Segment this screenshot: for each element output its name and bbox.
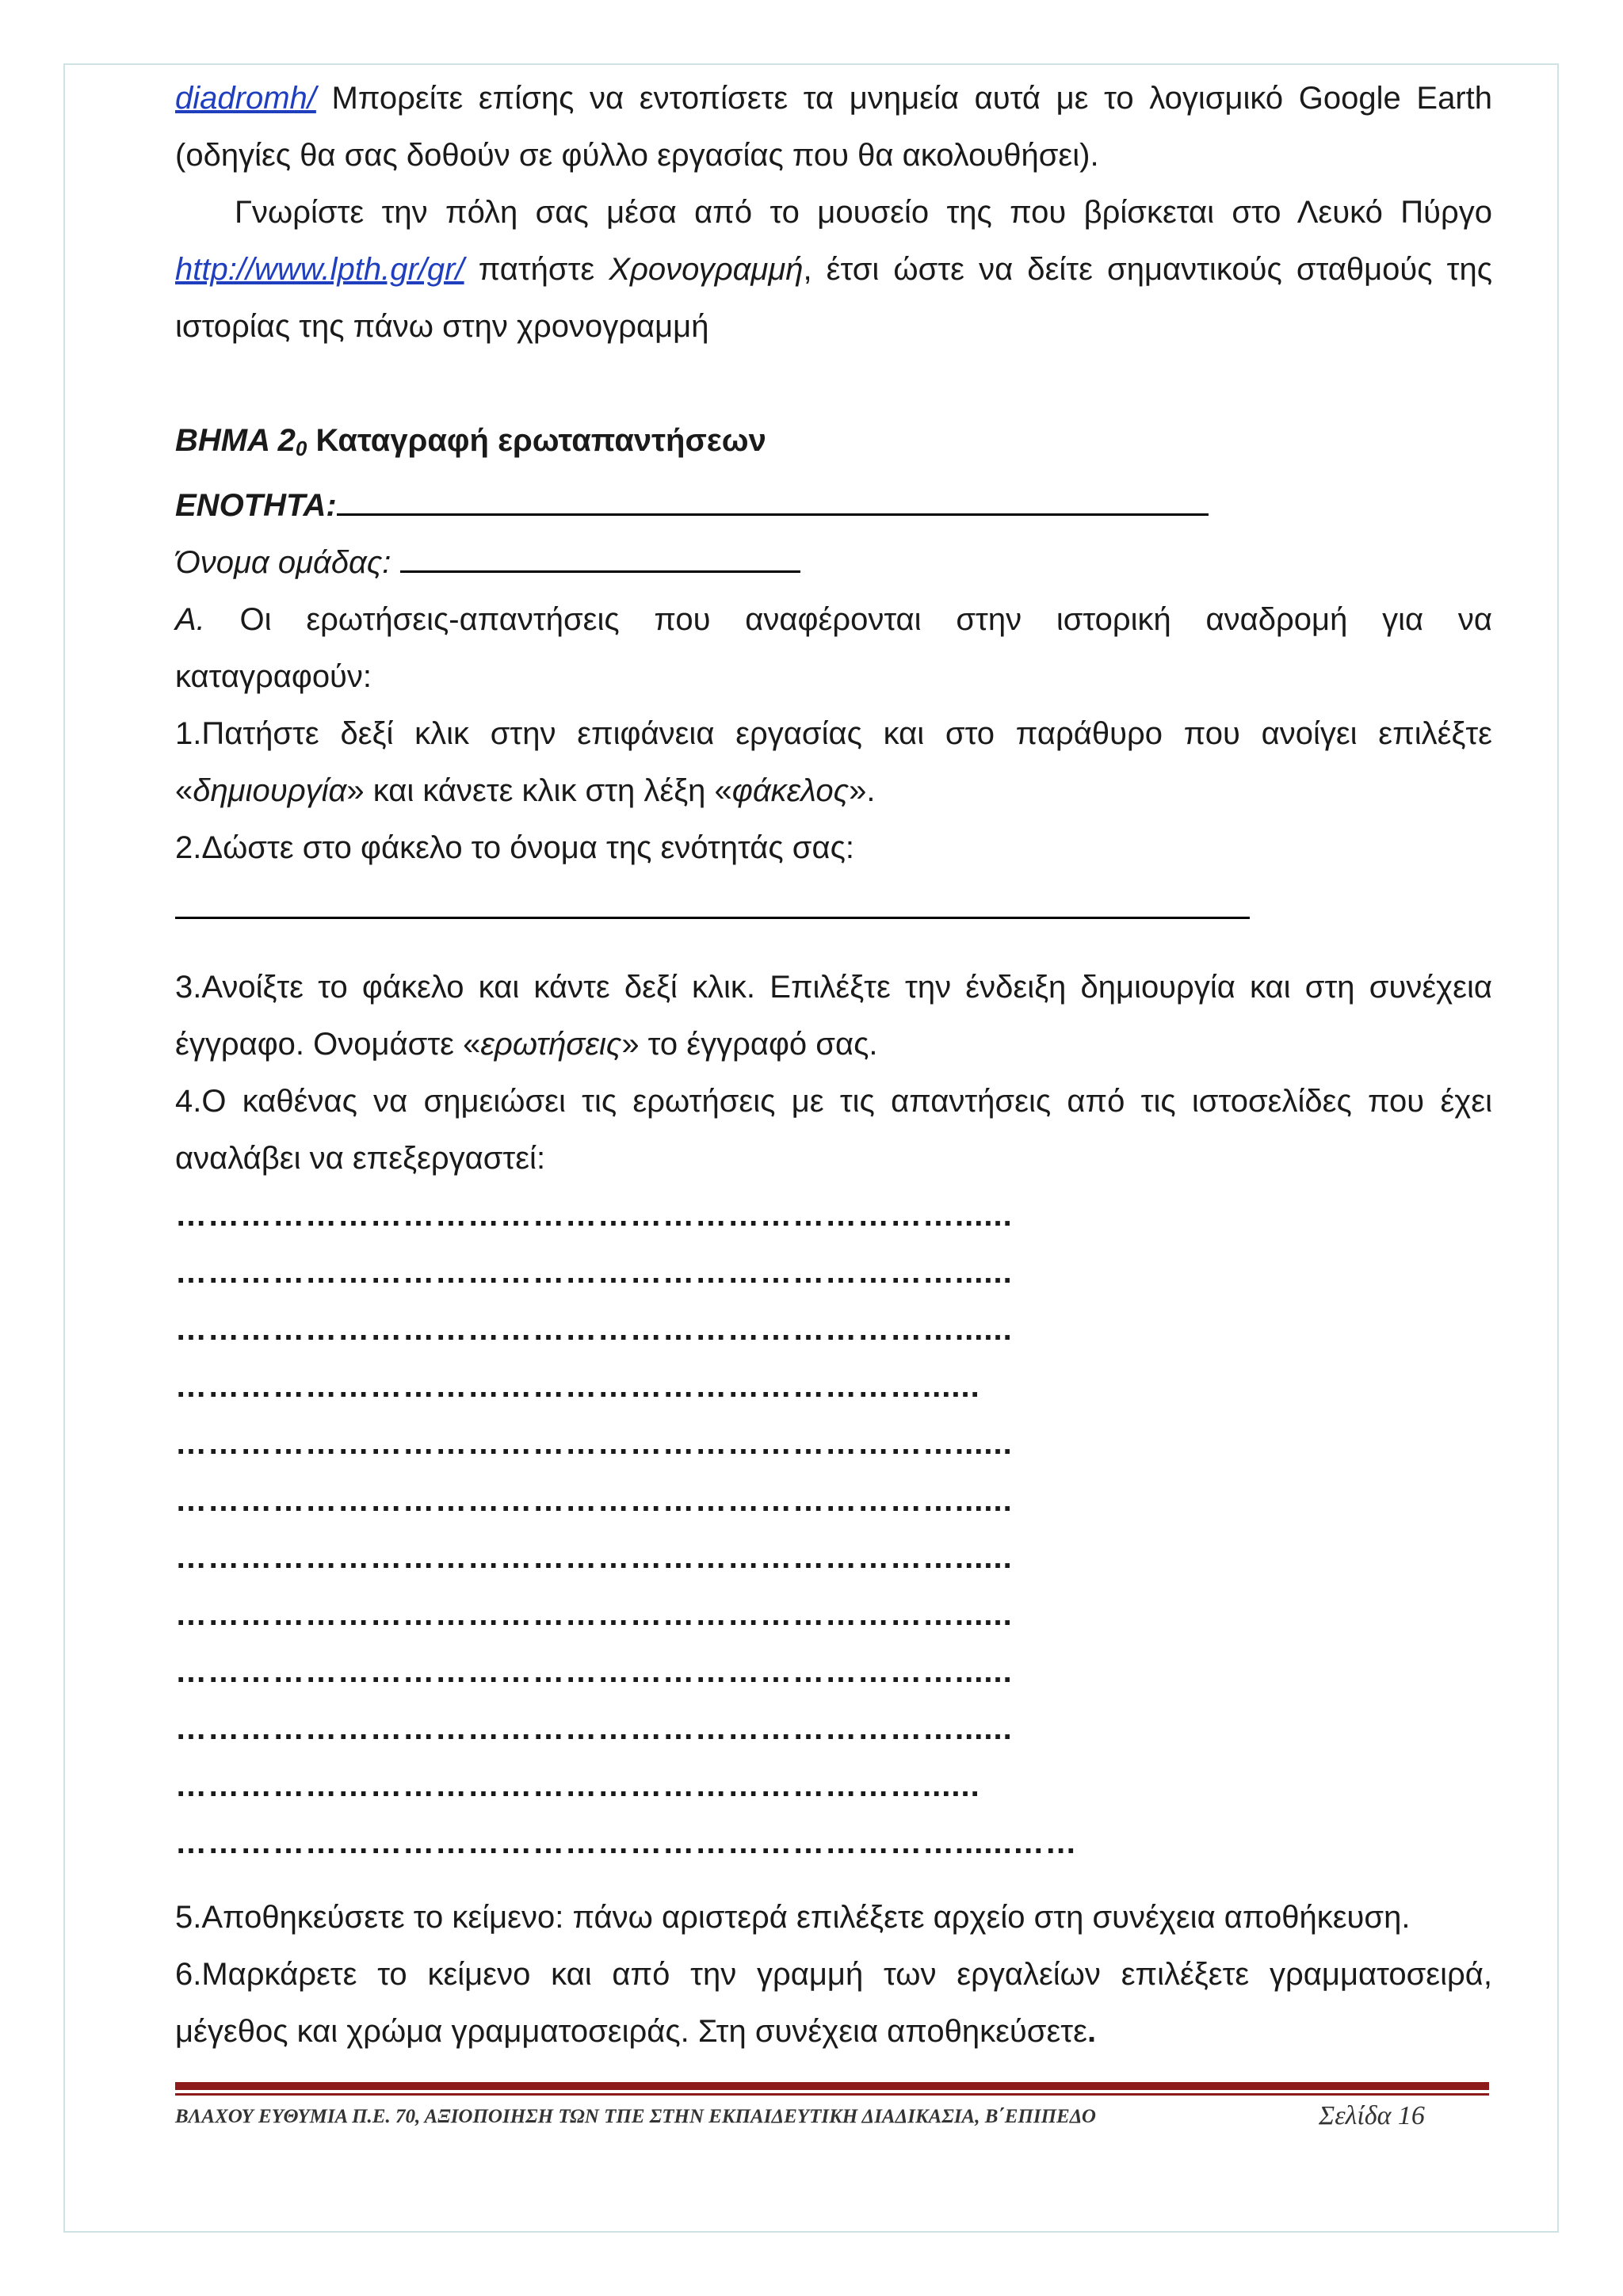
item-5: 5.Αποθηκεύσετε το κείμενο: πάνω αριστερά επιλέξετε αρχείο στη συνέχεια αποθήκευση. [175,1900,1411,1935]
dot-line[interactable]: ………………………………………………………………...... [175,1483,1013,1518]
group-field-row [175,534,1492,591]
intro-paragraph-2-line-3: ιστορίας της πάνω στην χρονογραμμή [175,309,709,344]
item-6-text: μέγεθος και χρώμα γραμματοσειράς. Στη συνέχεια αποθηκεύσετε [175,2014,1087,2049]
item-1-line-2 [175,762,1492,819]
step-heading [175,412,1492,477]
create-term: δημιουργία [193,773,347,808]
item-2: 2.Δώστε στο φάκελο το όνομα της ενότητάς σας: [175,830,854,865]
footer-rule-thin [175,2093,1489,2096]
questions-term: ερωτήσεις [480,1027,622,1062]
item-3-text: » το έγγραφό σας. [621,1027,878,1062]
item-4-line-2: αναλάβει να επεξεργαστεί: [175,1141,546,1176]
item-6-line-1: 6.Μαρκάρετε το κείμενο και από την γραμμή των εργαλείων επιλέξετε γραμματοσειρά, [175,1957,1492,1992]
intro-paragraph-1-line-1 [175,70,1492,127]
page-number: Σελίδα 16 [1319,2101,1425,2130]
dot-line[interactable]: ………………………………………………………………......…… [175,1825,1078,1860]
dot-line[interactable]: ………………………………………………………………...... [175,1426,1013,1461]
item-1-end: ». [849,773,876,808]
item-3-line-1: 3.Ανοίξτε το φάκελο και κάντε δεξί κλικ. Επιλέξτε την ένδειξη δημιουργία και στη συνέχεια [175,970,1492,1005]
dot-line[interactable]: ………………………………………………………………...... [175,1312,1013,1347]
intro-paragraph-2-line-2 [175,241,1492,298]
step-subscript: 0 [295,437,307,460]
dot-line[interactable]: ………………………………………………………………...... [175,1540,1013,1575]
section-input-line[interactable] [337,479,1209,516]
section-a-line-2: καταγραφούν: [175,659,372,694]
quote-close: » [346,773,365,808]
section-a-line-1 [175,591,1492,648]
footer-author-course: ΒΛΑΧΟΥ ΕΥΘΥΜΙΑ Π.Ε. 70, ΑΞΙΟΠΟΙΗΣΗ ΤΩΝ ΤΠΕ ΣΤΗΝ ΕΚΠΑΙΔΕΥΤΙΚΗ ΔΙΑΔΙΚΑΣΙΑ, Β΄ΕΠΙΠΕΔΟ [175,2106,1096,2127]
item-4-line-1: 4.Ο καθένας να σημειώσει τις ερωτήσεις με τις απαντήσεις από τις ιστοσελίδες που έχει [175,1084,1492,1119]
section-field-row [175,477,1492,534]
dot-line[interactable]: ………………………………………………………………...... [175,1597,1013,1632]
item-2-answer-row [175,876,1492,933]
section-a-text: Οι ερωτήσεις-απαντήσεις που αναφέρονται στην ιστορική αναδρομή για να [204,602,1492,637]
group-label: Όνομα ομάδας: [175,545,400,580]
intro-paragraph-2-line-1: Γνωρίστε την πόλη σας μέσα από το μουσείο της που βρίσκεται στο Λευκό Πύργο [235,195,1492,230]
item-3-line-2 [175,1016,1492,1073]
footer-rule-thick [175,2082,1489,2090]
step-number: ΒΗΜΑ 2 [175,423,296,458]
group-input-line[interactable] [400,536,800,573]
intro-text: , έτσι ώστε να δείτε σημαντικούς σταθμούς της [803,252,1492,287]
item-6-line-2 [175,2003,1492,2060]
intro-text: Μπορείτε επίσης να εντοπίσετε τα μνημεία αυτά με το λογισμικό Google Earth [315,81,1492,116]
dot-line[interactable]: ………………………………………………………………...... [175,1711,1013,1746]
step-title: Καταγραφή ερωταπαντήσεων [307,423,766,458]
quote-open: « [175,773,193,808]
section-a-label: Α. [175,602,205,637]
spacer [175,933,1492,959]
item-6-end: . [1086,2014,1097,2049]
spacer [175,1871,1492,1889]
item-1-text: και κάνετε κλικ στη λέξη « [364,773,732,808]
dot-line[interactable]: ……………………………………………………………...... [175,1768,980,1803]
folder-term: φάκελος [731,773,850,808]
document-body [175,70,1492,2060]
dot-line[interactable]: ………………………………………………………………...... [175,1198,1013,1233]
item-3-text: έγγραφο. Ονομάστε « [175,1027,481,1062]
section-label: ΕΝΟΤΗΤΑ: [175,488,337,523]
intro-paragraph-1-line-2: (οδηγίες θα σας δοθούν σε φύλλο εργασίας που θα ακολουθήσει). [175,138,1099,173]
item-2-answer-line[interactable] [175,917,1250,919]
timeline-term: Χρονογραμμή [609,252,804,287]
item-1-line-1: 1.Πατήστε δεξί κλικ στην επιφάνεια εργασίας και στο παράθυρο που ανοίγει επιλέξτε [175,716,1492,751]
lpth-link[interactable]: http://www.lpth.gr/gr/ [175,252,464,287]
dot-line[interactable]: ………………………………………………………………...... [175,1654,1013,1689]
dot-line[interactable]: ………………………………………………………………...... [175,1255,1013,1290]
spacer [175,355,1492,412]
intro-text: πατήστε [464,252,609,287]
dot-line[interactable]: ……………………………………………………………...... [175,1369,980,1404]
diadromh-link[interactable]: diadromh/ [175,81,316,116]
